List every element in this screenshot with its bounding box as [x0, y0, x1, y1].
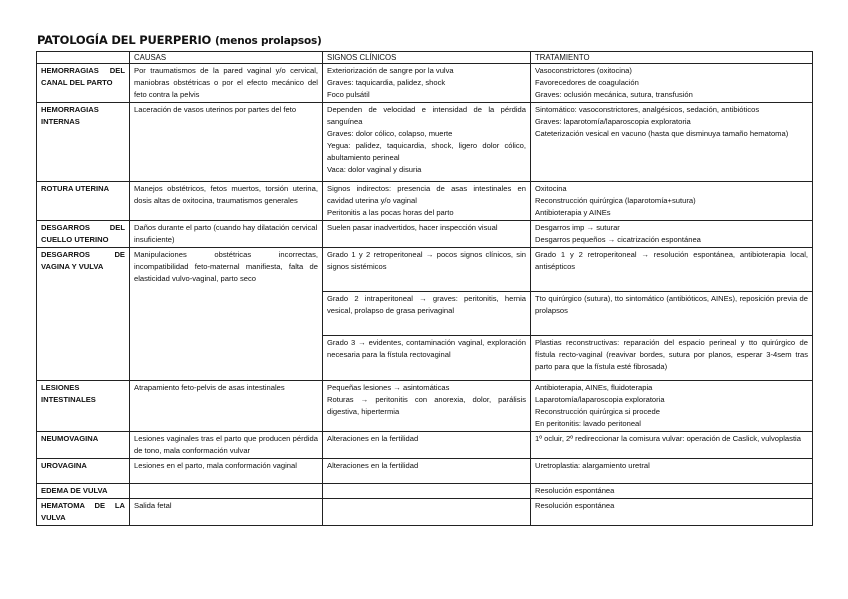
- causas-cell: Salida fetal: [130, 499, 323, 526]
- signo-line: Graves: taquicardia, palidez, shock: [327, 78, 446, 87]
- signos-cell: [323, 221, 531, 248]
- causas-cell: [130, 484, 323, 499]
- title-main: PATOLOGÍA DEL PUERPERIO: [37, 33, 212, 47]
- tratamiento-line: 1º ocluir, 2º redireccionar la comisura vulvar: operación de Caslick, vulvoplastia: [535, 434, 801, 443]
- tratamiento-cell: [531, 432, 813, 459]
- signo-line: Yegua: palidez, taquicardia, shock, ligero dolor cólico, abultamiento perineal: [327, 141, 526, 162]
- row-name: HEMORRAGIAS INTERNAS: [37, 103, 130, 182]
- tratamiento-line: Graves: oclusión mecánica, sutura, transfusión: [535, 90, 693, 99]
- signo-line: Dependen de velocidad e intensidad de la pérdida sanguínea: [327, 105, 526, 126]
- page-title: [37, 33, 322, 47]
- signo-line: Suelen pasar inadvertidos, hacer inspección visual: [327, 223, 498, 232]
- tratamiento-line: Cateterización vesical en vacuno (hasta que disminuya tamaño hematoma): [535, 129, 789, 138]
- tratamiento-line: Vasoconstrictores (oxitocina): [535, 66, 632, 75]
- row-name: LESIONES INTESTINALES: [37, 381, 130, 432]
- tratamiento-cell: [531, 221, 813, 248]
- signos-cell: [323, 381, 531, 432]
- causas-cell: Laceración de vasos uterinos por partes del feto: [130, 103, 323, 182]
- row-name: DESGARROS DEL CUELLO UTERINO: [37, 221, 130, 248]
- table-row: [37, 64, 813, 103]
- row-name: UROVAGINA: [37, 459, 130, 484]
- table-row: [37, 103, 813, 182]
- tratamiento-line: Antibioterapia y AINEs: [535, 208, 611, 217]
- signo-line: Alteraciones en la fertilidad: [327, 461, 419, 470]
- table-row: [37, 499, 813, 526]
- tratamiento-line: Reconstrucción quirúrgica si procede: [535, 407, 660, 416]
- signo-line: Peritonitis a las pocas horas del parto: [327, 208, 454, 217]
- pathology-table: [36, 51, 813, 526]
- header-causas: CAUSAS: [130, 52, 323, 64]
- tratamiento-line: Laparotomía/laparoscopia exploratoria: [535, 395, 665, 404]
- header-signos: SIGNOS CLÍNICOS: [323, 52, 531, 64]
- signo-line: Roturas → peritonitis con anorexia, dolor, parálisis digestiva, hipertermia: [327, 395, 526, 416]
- signos-cell: [323, 103, 531, 182]
- table-row: [37, 248, 813, 292]
- row-name: HEMATOMA DE LA VULVA: [37, 499, 130, 526]
- tratamiento-line: Graves: laparotomía/laparoscopia exploratoria: [535, 117, 691, 126]
- signo-line: Alteraciones en la fertilidad: [327, 434, 419, 443]
- causas-cell: Manipulaciones obstétricas incorrectas, incompatibilidad feto-maternal manifiesta, falta de elasticidad vulvo-vaginal, parto seco: [130, 248, 323, 381]
- tratamiento-line: Desgarros pequeños → cicatrización espontánea: [535, 235, 701, 244]
- header-tratamiento: TRATAMIENTO: [531, 52, 813, 64]
- signos-cell: [323, 182, 531, 221]
- signo-line: Foco pulsátil: [327, 90, 370, 99]
- table-row: [37, 432, 813, 459]
- tratamiento-cell: [531, 103, 813, 182]
- tratamiento-cell: Resolución espontánea: [531, 484, 813, 499]
- table-row: [37, 381, 813, 432]
- signo-line: Pequeñas lesiones → asintomáticas: [327, 383, 450, 392]
- row-name: NEUMOVAGINA: [37, 432, 130, 459]
- causas-cell: Manejos obstétricos, fetos muertos, torsión uterina, dosis altas de oxitocina, traumatismos generales: [130, 182, 323, 221]
- tratamiento-cell: [531, 459, 813, 484]
- signo-line: Graves: dolor cólico, colapso, muerte: [327, 129, 453, 138]
- signos-cell: Grado 2 intraperitoneal → graves: peritonitis, hernia vesical, prolapso de grasa perivaginal: [323, 292, 531, 336]
- causas-cell: Atrapamiento feto-pelvis de asas intestinales: [130, 381, 323, 432]
- row-name: EDEMA DE VULVA: [37, 484, 130, 499]
- table-row: [37, 459, 813, 484]
- tratamiento-cell: Resolución espontánea: [531, 499, 813, 526]
- signos-cell: [323, 499, 531, 526]
- signo-line: Signos indirectos: presencia de asas intestinales en cavidad uterina y/o vaginal: [327, 184, 526, 205]
- tratamiento-line: Favorecedores de coagulación: [535, 78, 639, 87]
- row-name: ROTURA UTERINA: [37, 182, 130, 221]
- signos-cell: [323, 484, 531, 499]
- signos-cell: [323, 64, 531, 103]
- tratamiento-line: Uretroplastia: alargamiento uretral: [535, 461, 650, 470]
- tratamiento-cell: [531, 381, 813, 432]
- tratamiento-line: Sintomático: vasoconstrictores, analgésicos, sedación, antibióticos: [535, 105, 760, 114]
- table-row: [37, 221, 813, 248]
- tratamiento-line: En peritonitis: lavado peritoneal: [535, 419, 641, 428]
- header-empty: [37, 52, 130, 64]
- tratamiento-cell: Grado 1 y 2 retroperitoneal → resolución espontánea, antibioterapia local, antisépticos: [531, 248, 813, 292]
- row-name: DESGARROS DE VAGINA Y VULVA: [37, 248, 130, 381]
- signo-line: Vaca: dolor vaginal y disuria: [327, 165, 422, 174]
- tratamiento-line: Reconstrucción quirúrgica (laparotomía+sutura): [535, 196, 696, 205]
- tratamiento-cell: [531, 182, 813, 221]
- row-name: HEMORRAGIAS DEL CANAL DEL PARTO: [37, 64, 130, 103]
- signos-cell: [323, 459, 531, 484]
- causas-cell: Lesiones en el parto, mala conformación vaginal: [130, 459, 323, 484]
- tratamiento-line: Oxitocina: [535, 184, 567, 193]
- signos-cell: [323, 432, 531, 459]
- table-row: [37, 182, 813, 221]
- title-sub: (menos prolapsos): [214, 35, 322, 47]
- tratamiento-line: Desgarros imp → suturar: [535, 223, 620, 232]
- signos-cell: Grado 3 → evidentes, contaminación vaginal, exploración necesaria para la fístula rectovaginal: [323, 336, 531, 381]
- tratamiento-cell: Tto quirúrgico (sutura), tto sintomático (antibióticos, AINEs), reposición previa de prolapsos: [531, 292, 813, 336]
- signo-line: Exteriorización de sangre por la vulva: [327, 66, 454, 75]
- header-row: [37, 52, 813, 64]
- causas-cell: Lesiones vaginales tras el parto que producen pérdida de tono, mala conformación vulvar: [130, 432, 323, 459]
- causas-cell: Por traumatismos de la pared vaginal y/o cervical, maniobras obstétricas o por el efecto mecánico del feto contra la pelvis: [130, 64, 323, 103]
- tratamiento-cell: Plastias reconstructivas: reparación del espacio perineal y tto quirúrgico de fístula recto-vaginal (reavivar bordes, sutura por planos, esperar 3-4sem tras parto para que la fístula esté fibrosada): [531, 336, 813, 381]
- tratamiento-cell: [531, 64, 813, 103]
- table-row: [37, 484, 813, 499]
- causas-cell: Daños durante el parto (cuando hay dilatación cervical insuficiente): [130, 221, 323, 248]
- tratamiento-line: Antibioterapia, AINEs, fluidoterapia: [535, 383, 653, 392]
- signos-cell: Grado 1 y 2 retroperitoneal → pocos signos clínicos, sin signos sistémicos: [323, 248, 531, 292]
